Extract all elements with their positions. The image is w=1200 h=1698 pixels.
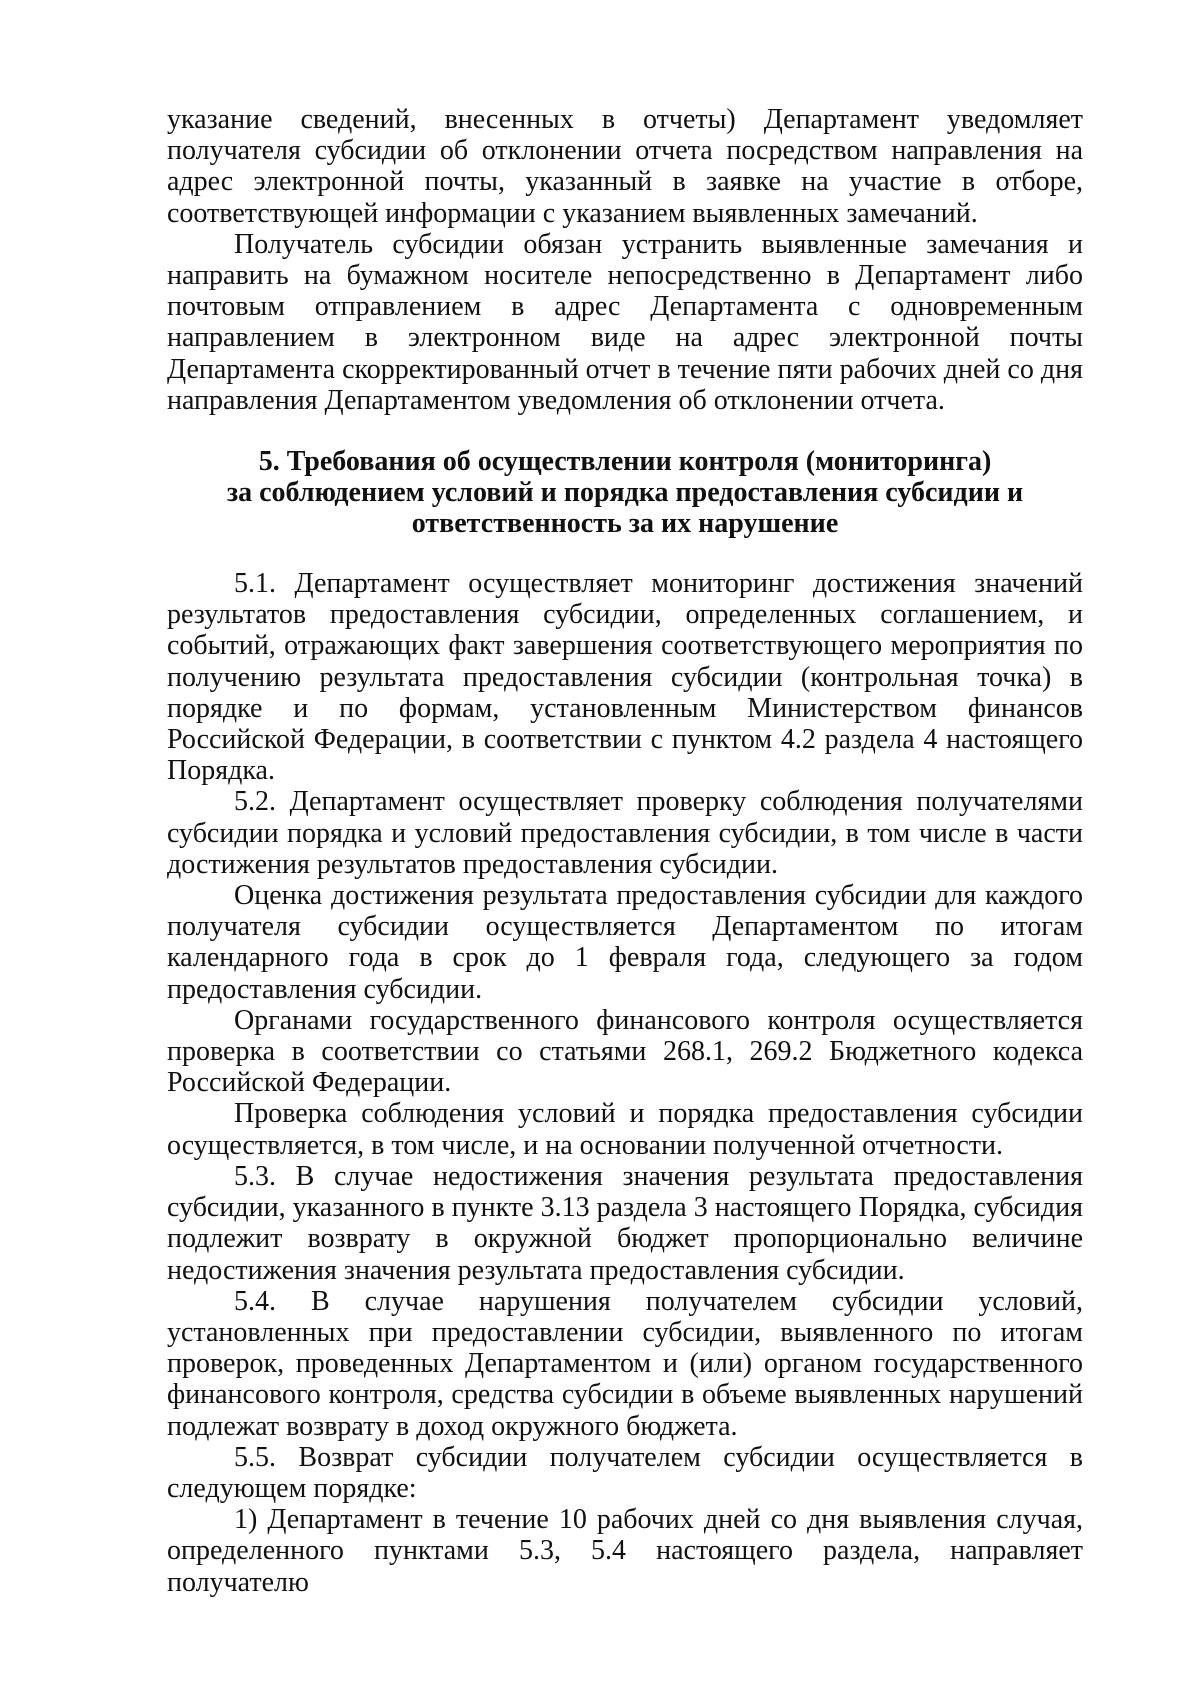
paragraph-5-3: 5.3. В случае недостижения значения результата предоставления субсидии, указанного в пункте 3.13 раздела 3 настоящего Порядка, субсидия подлежит возврату в окружной бюджет пропорционально величине недостижения значения результата предоставления субсидии. [167, 1160, 1083, 1286]
paragraph-5-5: 5.5. Возврат субсидии получателем субсидии осуществляется в следующем порядке: [167, 1441, 1083, 1504]
document-page [167, 104, 1083, 1598]
paragraph-5-5-item-1: 1) Департамент в течение 10 рабочих дней со дня выявления случая, определенного пунктами 5.3, 5.4 настоящего раздела, направляет получателю [167, 1504, 1083, 1598]
paragraph-5-1: 5.1. Департамент осуществляет мониторинг достижения значений результатов предоставления субсидии, определенных соглашением, и событий, отражающих факт завершения соответствующего мероприятия по получению результата предоставления субсидии (контрольная точка) в порядке и по формам, установленным Министерством финансов Российской Федерации, в соответствии с пунктом 4.2 раздела 4 настоящего Порядка. [167, 568, 1083, 787]
paragraph-report-rejection-notice: указание сведений, внесенных в отчеты) Департамент уведомляет получателя субсидии об отклонении отчета посредством направления на адрес электронной почты, указанный в заявке на участие в отборе, соответствующей информации с указанием выявленных замечаний. [167, 104, 1083, 229]
section-5-heading [167, 446, 1083, 539]
section-heading-line-3: ответственность за их нарушение [411, 508, 839, 540]
paragraph-result-assessment: Оценка достижения результата предоставления субсидии для каждого получателя субсидии осуществляется Департаментом по итогам календарного года в срок до 1 февраля года, следующего за годом предоставления субсидии. [167, 880, 1083, 1005]
paragraph-financial-control: Органами государственного финансового контроля осуществляется проверка в соответствии со статьями 268.1, 269.2 Бюджетного кодекса Российской Федерации. [167, 1004, 1083, 1099]
section-heading-line-1: 5. Требования об осуществлении контроля (мониторинга) [258, 446, 992, 478]
paragraph-5-4: 5.4. В случае нарушения получателем субсидии условий, установленных при предоставлении субсидии, выявленного по итогам проверок, проведенных Департаментом и (или) органом государственного финансового контроля, средства субсидии в объеме выявленных нарушений подлежат возврату в доход окружного бюджета. [167, 1285, 1083, 1442]
paragraph-corrected-report: Получатель субсидии обязан устранить выявленные замечания и направить на бумажном носителе непосредственно в Департамент либо почтовым отправлением в адрес Департамента с одновременным направлением в электронном виде на адрес электронной почты Департамента скорректированный отчет в течение пяти рабочих дней со дня направления Департаментом уведомления об отклонении отчета. [167, 228, 1083, 416]
paragraph-5-2: 5.2. Департамент осуществляет проверку соблюдения получателями субсидии порядка и условий предоставления субсидии, в том числе в части достижения результатов предоставления субсидии. [167, 786, 1083, 880]
paragraph-compliance-check: Проверка соблюдения условий и порядка предоставления субсидии осуществляется, в том числе, и на основании полученной отчетности. [167, 1098, 1083, 1161]
section-heading-line-2: за соблюдением условий и порядка предоставления субсидии и [226, 477, 1024, 509]
